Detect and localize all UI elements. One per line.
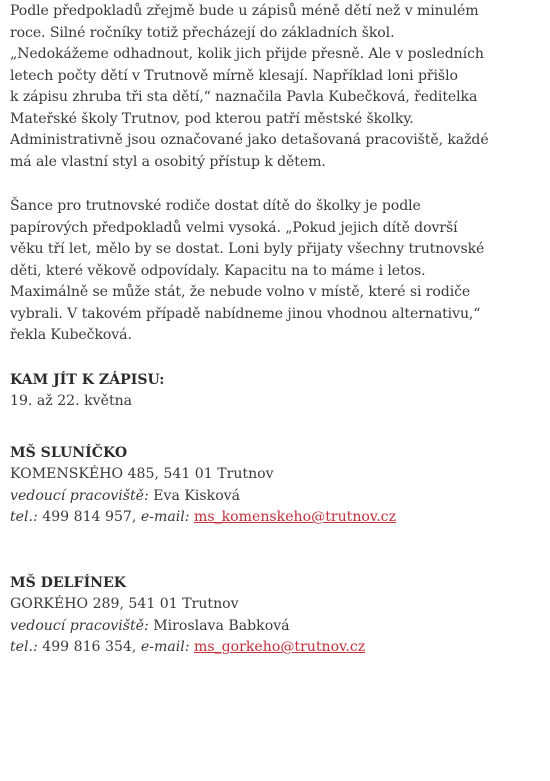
text-line: k zápisu zhruba tři sta dětí,“ naznačila Pavla Kubečková, ředitelka (10, 89, 478, 105)
head-label: vedoucí pracoviště: (10, 617, 149, 634)
school-contact (10, 637, 544, 659)
tel-number: 499 816 354, (37, 639, 141, 655)
text-line: řekla Kubečková. (10, 327, 132, 343)
head-name: Eva Kisková (148, 487, 241, 504)
head-name: Miroslava Babková (148, 617, 290, 634)
article-paragraph-2 (10, 196, 544, 347)
text-line: roce. Silné ročníky totiž přecházejí do základních škol. (10, 24, 395, 41)
article-paragraph-1 (10, 0, 544, 173)
tel-number: 499 814 957, (37, 509, 141, 525)
school-address: GORKÉHO 289, 541 01 Trutnov (10, 596, 239, 612)
email-label: e-mail: (140, 639, 190, 655)
enrollment-heading: KAM JÍT K ZÁPISU: (10, 371, 165, 388)
text-line: Podle předpokladů zřejmě bude u zápisů méně dětí než v minulém (10, 3, 479, 19)
tel-label: tel.: (10, 639, 38, 655)
email-link[interactable]: ms_gorkeho@trutnov.cz (193, 639, 366, 655)
text-line: děti, které věkově odpovídaly. Kapacitu na to máme i letos. (10, 262, 426, 279)
text-line: věku tří let, mělo by se dostat. Loni byly přijaty všechny trutnovské (10, 241, 485, 257)
text-line: Šance pro trutnovské rodiče dostat dítě do školky je podle (10, 198, 421, 214)
school-delfinek (10, 573, 544, 659)
text-line: vybrali. V takovém případě nabídneme jinou vhodnou alternativu,“ (10, 305, 481, 322)
tel-label: tel.: (10, 509, 38, 525)
email-label: e-mail: (140, 509, 190, 525)
school-address: KOMENSKÉHO 485, 541 01 Trutnov (10, 466, 274, 482)
school-name: MŠ SLUNÍČKO (10, 444, 128, 461)
text-line: Mateřské školy Trutnov, pod kterou patří městské školky. (10, 110, 414, 127)
enrollment-info (10, 370, 544, 413)
school-name: MŠ DELFÍNEK (10, 574, 127, 591)
text-line: Administrativně jsou označované jako detašovaná pracoviště, každé (10, 132, 489, 148)
school-head (10, 616, 544, 638)
text-line: „Nedokážeme odhadnout, kolik jich přijde přesně. Ale v posledních (10, 46, 484, 62)
text-line: Maximálně se může stát, že nebude volno v místě, které si rodiče (10, 284, 471, 300)
school-sunicko (10, 443, 544, 529)
school-head (10, 486, 544, 508)
school-contact (10, 507, 544, 529)
text-line: papírových předpokladů velmi vysoká. „Pokud jejich dítě dovrší (10, 219, 458, 236)
enrollment-dates: 19. až 22. května (10, 393, 133, 409)
email-link[interactable]: ms_komenskeho@trutnov.cz (193, 509, 396, 525)
text-line: letech počty dětí v Trutnově mírně klesají. Například loni přišlo (10, 67, 458, 84)
text-line: má ale vlastní styl a osobitý přístup k dětem. (10, 153, 326, 170)
head-label: vedoucí pracoviště: (10, 487, 149, 504)
